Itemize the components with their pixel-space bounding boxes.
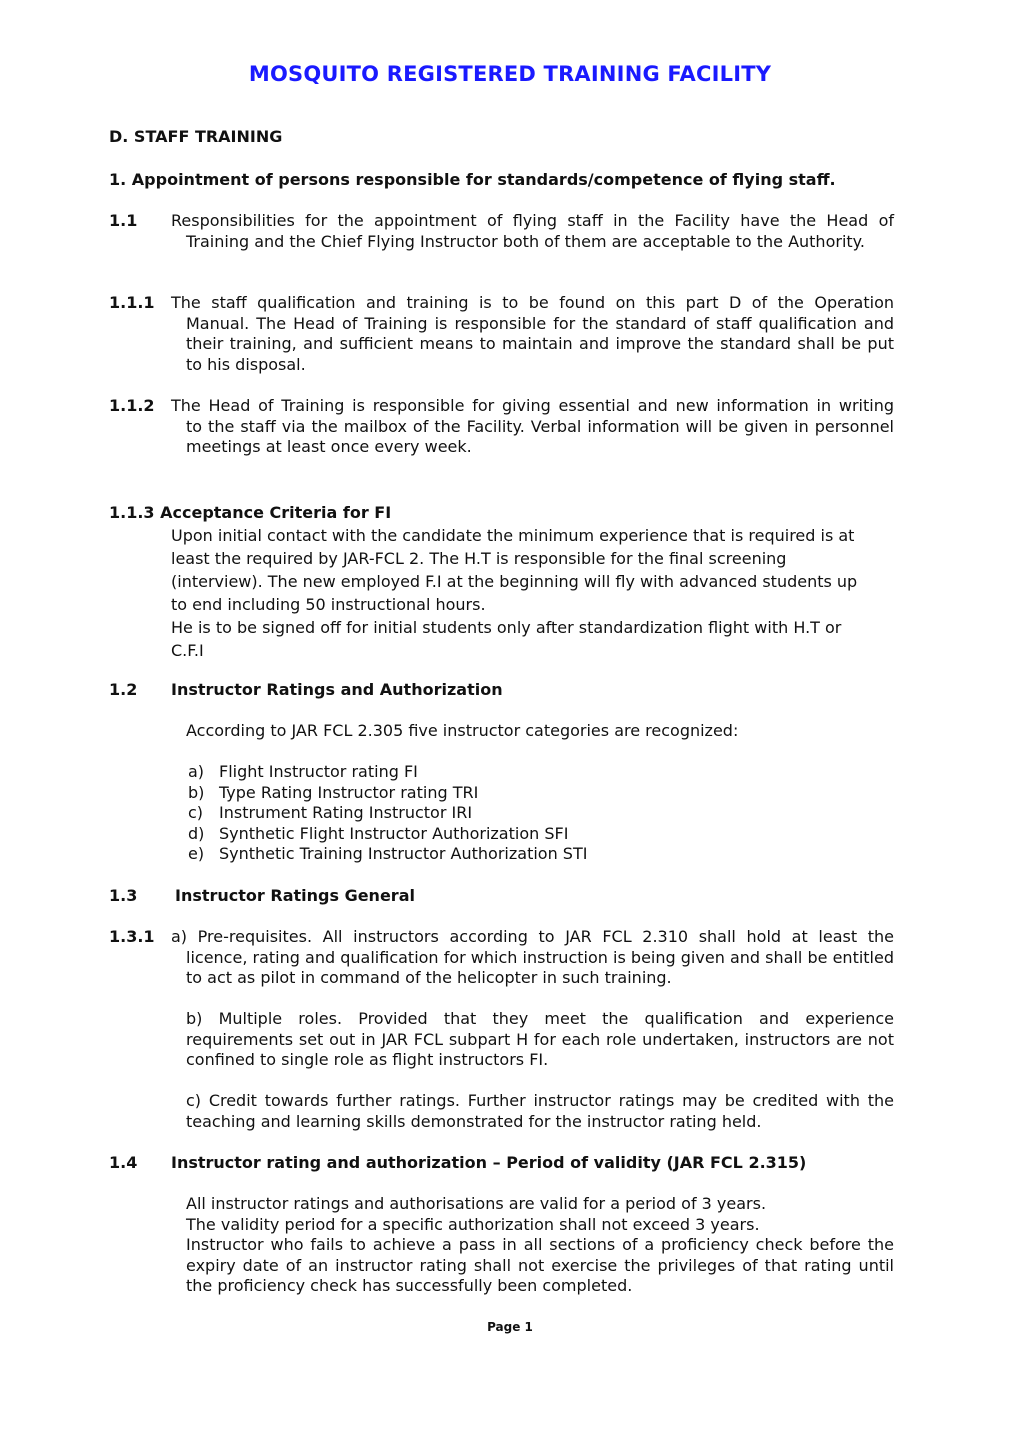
section-title-1-4: Instructor rating and authorization – Period of validity (JAR FCL 2.315): [171, 1153, 807, 1172]
criteria-line: Upon initial contact with the candidate the minimum experience that is required is at: [171, 526, 855, 545]
document-title: MOSQUITO REGISTERED TRAINING FACILITY: [248, 62, 772, 86]
page-number: Page 1: [487, 1320, 533, 1334]
list-letter: a): [188, 762, 205, 781]
paragraph-first-line: a) Pre-requisites. All instructors according to JAR FCL 2.310 shall hold at least the: [171, 927, 894, 946]
subheading: 1. Appointment of persons responsible for standards/competence of flying staff.: [109, 170, 836, 189]
acceptance-criteria-text: [171, 524, 891, 662]
paragraph-first-line: Responsibilities for the appointment of flying staff in the Facility have the Head of: [171, 211, 894, 230]
criteria-line: C.F.I: [171, 641, 204, 660]
section-number-1-2: 1.2: [109, 680, 138, 699]
list-item: [188, 824, 587, 845]
section-number-1-4: 1.4: [109, 1153, 138, 1172]
validity-text: [186, 1194, 894, 1297]
section-heading: D. STAFF TRAINING: [109, 127, 283, 146]
paragraph-1-1-2: [109, 396, 894, 458]
paragraph-1-3-1: [109, 927, 894, 989]
paragraph-1-1-1: [109, 293, 894, 375]
paragraph-number: 1.1.1: [109, 293, 155, 312]
paragraph-first-line: The staff qualification and training is to be found on this part D of the Operation: [171, 293, 894, 312]
paragraph-1-1: [109, 211, 894, 252]
validity-line: The validity period for a specific authorization shall not exceed 3 years.: [186, 1214, 760, 1234]
paragraph-continuation: Training and the Chief Flying Instructor both of them are acceptable to the Authority.: [186, 231, 865, 251]
criteria-line: to end including 50 instructional hours.: [171, 595, 486, 614]
list-text: Synthetic Flight Instructor Authorization SFI: [219, 823, 569, 843]
list-letter: b): [188, 782, 205, 802]
criteria-line: (interview). The new employed F.I at the beginning will fly with advanced students up: [171, 572, 858, 591]
instructor-categories-intro: According to JAR FCL 2.305 five instructor categories are recognized:: [186, 721, 739, 740]
paragraph-continuation: Manual. The Head of Training is responsible for the standard of staff qualification and their training, and sufficient means to maintain and improve the standard shall be put to his disposal.: [186, 313, 894, 374]
paragraph-first-line: The Head of Training is responsible for giving essential and new information in writing: [171, 396, 894, 415]
criteria-line: He is to be signed off for initial students only after standardization flight with H.T or: [171, 618, 842, 637]
validity-line: Instructor who fails to achieve a pass in all sections of a proficiency check before the expiry date of an instructor rating shall not exercise the privileges of that rating until the proficiency check has successfully been completed.: [186, 1235, 894, 1296]
list-letter: d): [188, 823, 205, 843]
list-letter: c): [188, 803, 204, 823]
criteria-line: least the required by JAR-FCL 2. The H.T is responsible for the final screening: [171, 549, 787, 568]
list-text: Instrument Rating Instructor IRI: [219, 803, 473, 823]
paragraph-multiple-roles: b) Multiple roles. Provided that they meet the qualification and experience requirements set out in JAR FCL subpart H for each role undertaken, instructors are not confined to single role as flight instructors FI.: [186, 1009, 894, 1070]
list-text: Flight Instructor rating FI: [219, 762, 418, 781]
instructor-categories-list: [188, 762, 587, 865]
paragraph-number: 1.3.1: [109, 927, 155, 946]
list-text: Type Rating Instructor rating TRI: [219, 782, 479, 802]
list-item: [188, 762, 587, 783]
section-title-1-2: Instructor Ratings and Authorization: [171, 680, 503, 699]
section-title-1-3: Instructor Ratings General: [175, 886, 415, 905]
list-item: [188, 844, 587, 865]
validity-line: All instructor ratings and authorisations are valid for a period of 3 years.: [186, 1194, 767, 1213]
list-letter: e): [188, 844, 205, 864]
paragraph-continuation: licence, rating and qualification for which instruction is being given and shall be entitled to act as pilot in command of the helicopter in such training.: [186, 947, 894, 988]
list-text: Synthetic Training Instructor Authorization STI: [219, 844, 588, 864]
paragraph-number: 1.1: [109, 211, 138, 230]
list-item: [188, 783, 587, 804]
paragraph-credit-ratings: c) Credit towards further ratings. Further instructor ratings may be credited with the teaching and learning skills demonstrated for the instructor rating held.: [186, 1091, 894, 1131]
section-number-1-3: 1.3: [109, 886, 138, 905]
acceptance-criteria-heading: 1.1.3 Acceptance Criteria for FI: [109, 503, 392, 522]
paragraph-number: 1.1.2: [109, 396, 155, 415]
list-item: [188, 803, 587, 824]
paragraph-continuation: to the staff via the mailbox of the Facility. Verbal information will be given in personnel meetings at least once every week.: [186, 416, 894, 457]
